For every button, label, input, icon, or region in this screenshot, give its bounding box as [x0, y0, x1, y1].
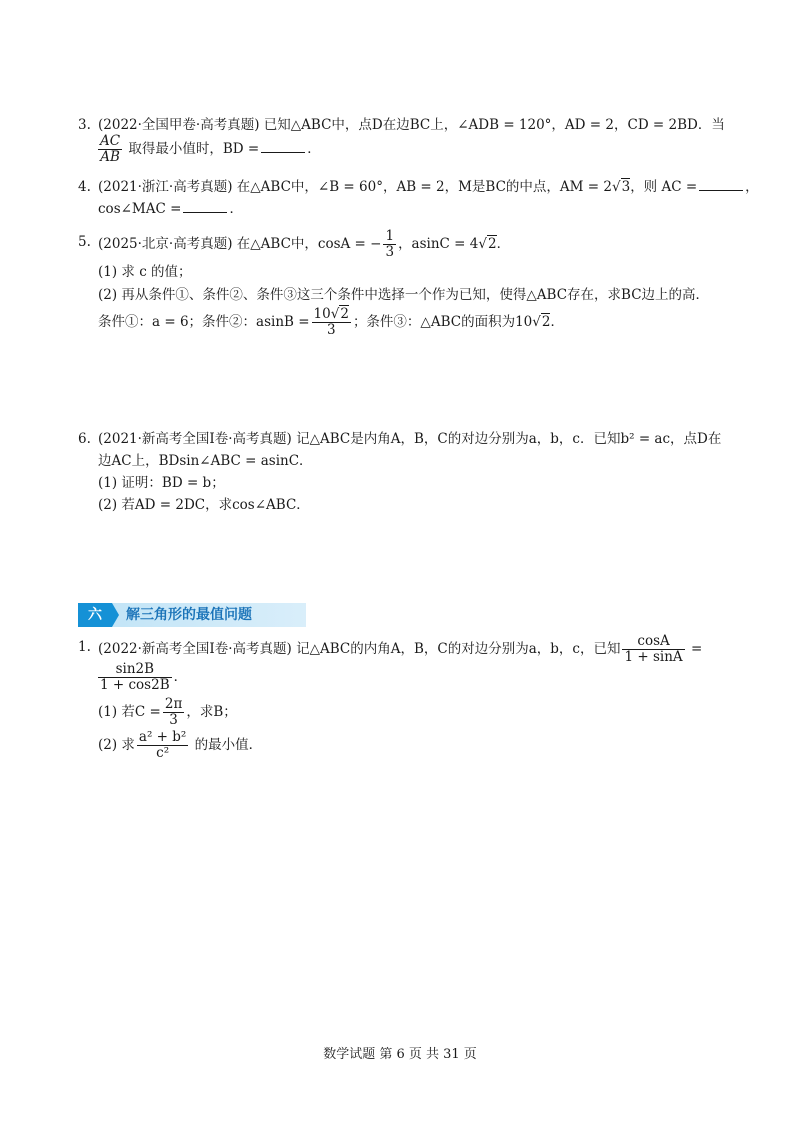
problem-6-line-2: 边AC上，BDsin∠ABC = asinC． [98, 453, 313, 469]
problem-6-number: 6. [78, 431, 91, 447]
problem-4-number: 4. [78, 179, 91, 195]
section-6-problem-1-line-2: $\frac{\sin 2B}{1 + \cos 2B}$ ． [100, 661, 188, 693]
problem-4-line-1: (2021·浙江·高考真题) 在△ABC中，∠B = 60°，AB = 2，M是BC的中点，AM = 2√3，则 AC = ， [98, 179, 759, 195]
section-6-problem-1-line-1: (2022·新高考全国Ⅰ卷·高考真题) 记△ABC的内角A，B，C的对边分别为a，b，c，已知 $\frac{\cos A}{1 + \sin A}$ = [98, 633, 703, 665]
section-title: 解三角形的最值问题 [126, 607, 252, 623]
problem-6-line-1: (2021·新高考全国Ⅰ卷·高考真题) 记△ABC是内角A，B，C的对边分别为a，b，c．已知b² = ac，点D在 [98, 431, 722, 447]
answer-blank [261, 140, 305, 153]
fraction-ten-root-two-over-three: $\frac{10√2}{3}$ [313, 306, 349, 338]
problem-3-line-2: $\frac{AC}{AB}$ 取得最小值时，BD = ． [100, 133, 321, 165]
fraction-ac-over-ab: $\frac{AC}{AB}$ [100, 133, 121, 165]
answer-blank-cos [183, 200, 227, 213]
fraction-sin2b: $\frac{\sin 2B}{1 + \cos 2B}$ [100, 661, 170, 693]
section-6-problem-1-question-2: (2) 求 $\frac{\text{a² + b²}}{\text{c²}}$ 的最小值． [98, 729, 263, 761]
fraction-cosa: $\frac{\cos A}{1 + \sin A}$ [624, 633, 683, 665]
problem-4-line-2: cos∠MAC = ． [98, 201, 243, 217]
problem-3-number: 3. [78, 117, 91, 133]
fraction-sum-squares-over-c-squared: $\frac{\text{a² + b²}}{\text{c²}}$ [138, 729, 187, 761]
answer-blank-ac [699, 178, 743, 191]
section-number-tab: 六 [78, 603, 112, 627]
problem-6-question-1: (1) 证明：BD = b； [98, 475, 225, 491]
section-arrow-icon [112, 603, 119, 627]
problem-5-line-1: (2025·北京·高考真题) 在△ABC中，cosA = − $\frac{1}{3}$ ，asinC = 4√2． [98, 228, 511, 260]
problem-5-number: 5. [78, 234, 91, 250]
page-footer: 数学试题 第 6 页 共 31 页 [323, 1047, 477, 1062]
problem-6-question-2: (2) 若AD = 2DC，求cos∠ABC． [98, 497, 310, 513]
section-6-problem-1-question-1: (1) 若C = $\frac{2\pi}{3}$ ，求B； [98, 696, 237, 728]
problem-5-question-1: (1) 求 c 的值； [98, 264, 192, 280]
problem-3-line-1: (2022·全国甲卷·高考真题) 已知△ABC中，点D在边BC上，∠ADB = 120°，AD = 2，CD = 2BD．当 [98, 117, 725, 133]
section-6-problem-1-number: 1. [78, 639, 91, 655]
problem-5-conditions: 条件①：a = 6；条件②：asinB = $\frac{10√2}{3}$ ；条件③：△ABC的面积为10√2． [98, 306, 564, 338]
fraction-one-third: $\frac{1}{3}$ [385, 228, 395, 260]
problem-5-question-2: (2) 再从条件①、条件②、条件③这三个条件中选择一个作为已知，使得△ABC存在，求BC边上的高． [98, 287, 710, 303]
fraction-two-pi-over-three: $\frac{2\pi}{3}$ [164, 696, 183, 728]
